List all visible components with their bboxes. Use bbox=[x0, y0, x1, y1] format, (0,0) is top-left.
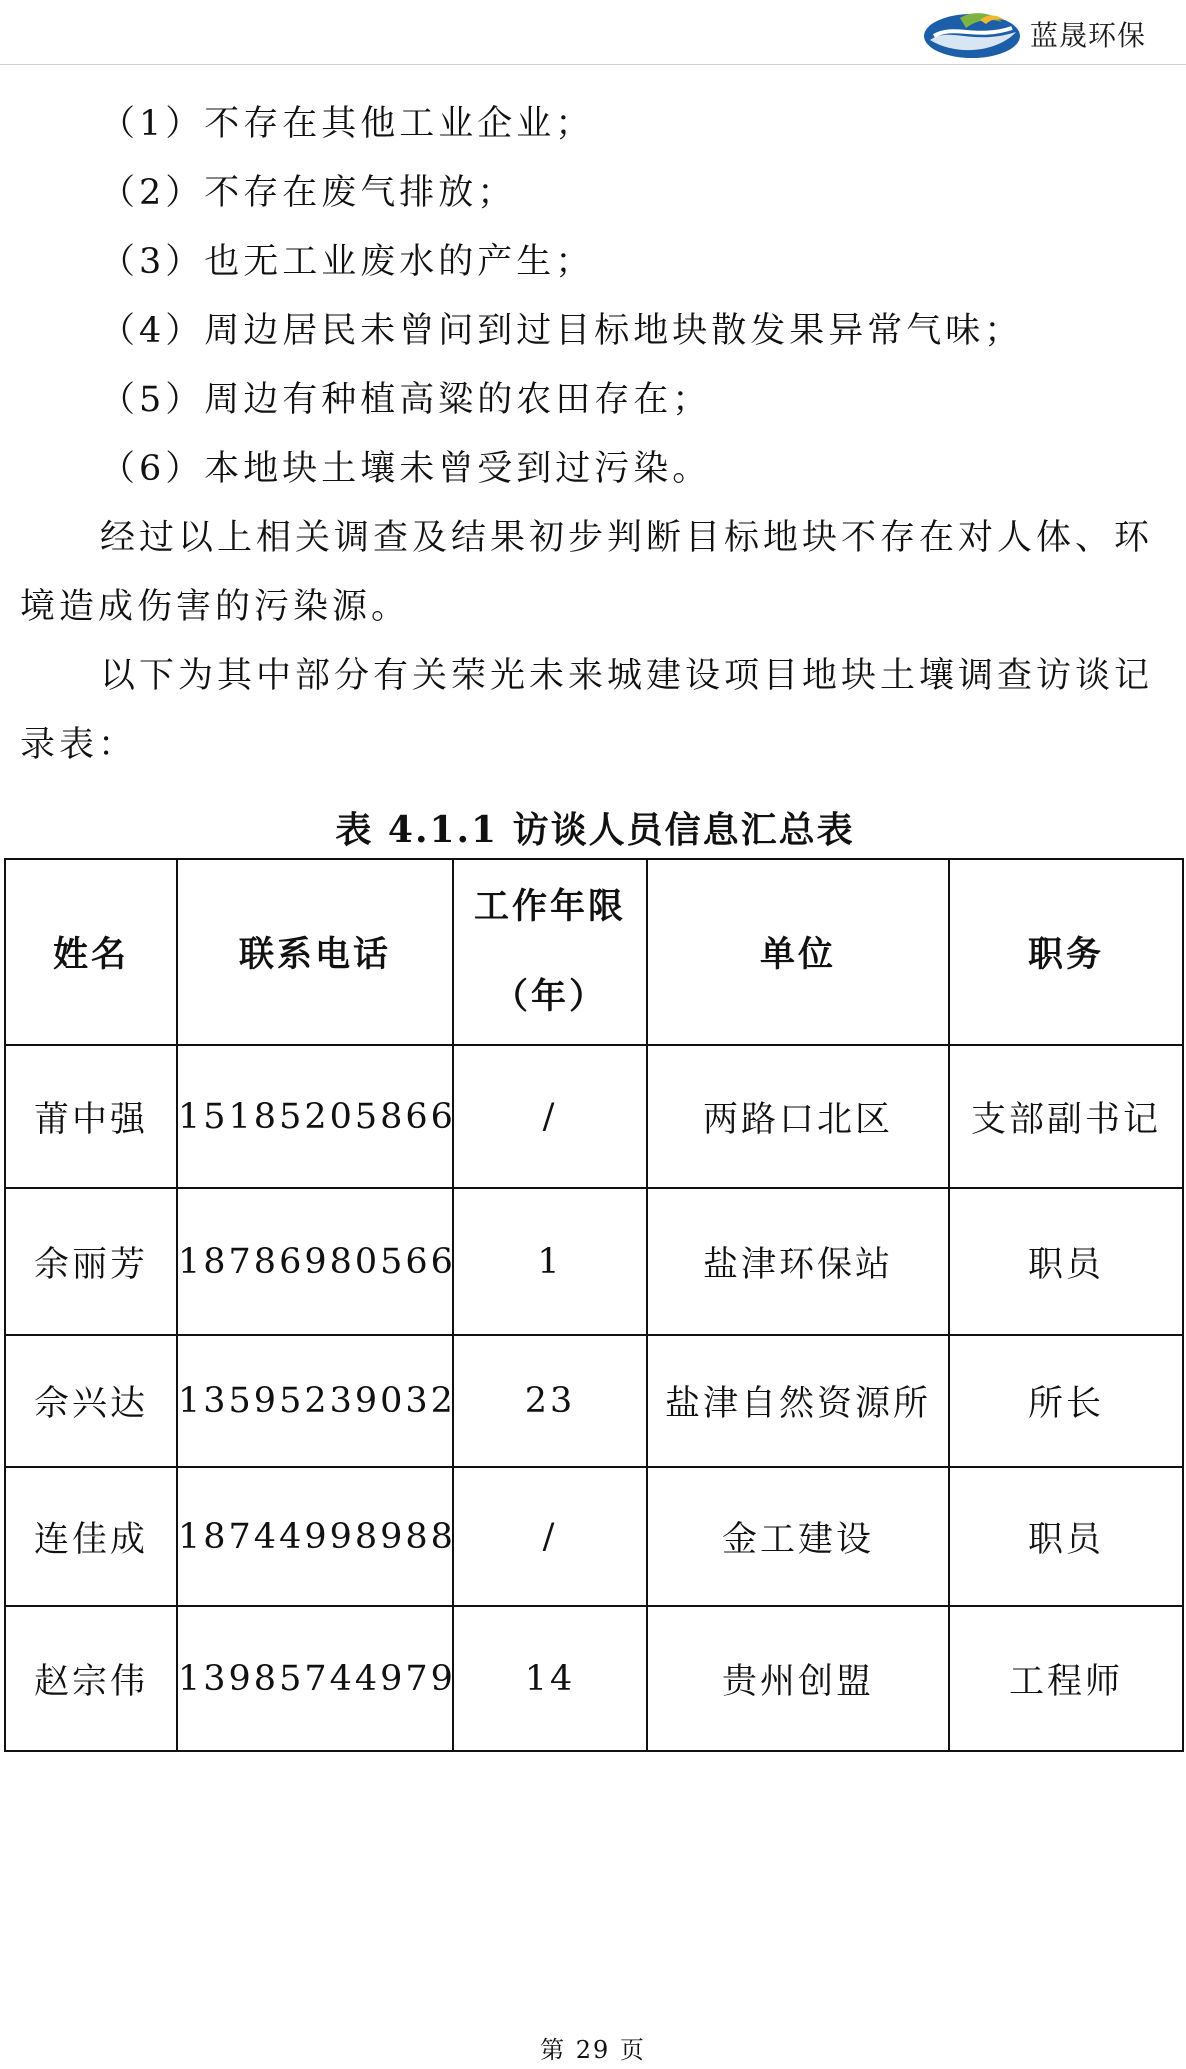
body-text bbox=[20, 90, 1170, 862]
cell-years: 14 bbox=[453, 1606, 647, 1751]
lansheng-logo-icon bbox=[920, 6, 1024, 62]
conclusion-paragraph: 经过以上相关调查及结果初步判断目标地块不存在对人体、环境造成伤害的污染源。 bbox=[20, 518, 1154, 627]
page-header bbox=[920, 6, 1146, 62]
table-row bbox=[5, 1335, 1183, 1467]
table-header-row bbox=[5, 859, 1183, 1045]
list-item: （4）周边居民未曾问到过目标地块散发果异常气味； bbox=[100, 311, 1024, 351]
cell-position: 所长 bbox=[949, 1335, 1183, 1467]
cell-years: 23 bbox=[453, 1335, 647, 1467]
list-item: （6）本地块土壤未曾受到过污染。 bbox=[100, 449, 712, 489]
list-item: （5）周边有种植高粱的农田存在； bbox=[100, 380, 712, 420]
table-row bbox=[5, 1467, 1183, 1606]
interviewee-table bbox=[4, 858, 1184, 1752]
cell-name: 余丽芳 bbox=[5, 1188, 177, 1335]
cell-position: 职员 bbox=[949, 1467, 1183, 1606]
list-item: （1）不存在其他工业企业； bbox=[100, 104, 595, 144]
header-years-line2: （年） bbox=[492, 976, 607, 1017]
header-phone: 联系电话 bbox=[177, 859, 453, 1045]
table-row bbox=[5, 1188, 1183, 1335]
cell-years: 1 bbox=[453, 1188, 647, 1335]
cell-phone: 18786980566 bbox=[177, 1188, 453, 1335]
list-item: （2）不存在废气排放； bbox=[100, 173, 517, 213]
cell-phone: 13595239032 bbox=[177, 1335, 453, 1467]
header-position: 职务 bbox=[949, 859, 1183, 1045]
cell-position: 工程师 bbox=[949, 1606, 1183, 1751]
cell-years: / bbox=[453, 1045, 647, 1188]
cell-phone: 13985744979 bbox=[177, 1606, 453, 1751]
list-item: （3）也无工业废水的产生； bbox=[100, 242, 595, 282]
cell-name: 莆中强 bbox=[5, 1045, 177, 1188]
cell-name: 赵宗伟 bbox=[5, 1606, 177, 1751]
header-years bbox=[453, 859, 647, 1045]
cell-unit: 金工建设 bbox=[647, 1467, 949, 1606]
cell-unit: 盐津环保站 bbox=[647, 1188, 949, 1335]
cell-position: 支部副书记 bbox=[949, 1045, 1183, 1188]
header-name: 姓名 bbox=[5, 859, 177, 1045]
brand-name: 蓝晟环保 bbox=[1029, 19, 1146, 52]
table-row bbox=[5, 1045, 1183, 1188]
header-years-line1: 工作年限 bbox=[473, 886, 626, 927]
page-number: 第 29 页 bbox=[540, 2036, 646, 2064]
table-caption: 表 4.1.1 访谈人员信息汇总表 bbox=[335, 809, 855, 851]
intro-paragraph: 以下为其中部分有关荣光未来城建设项目地块土壤调查访谈记录表： bbox=[20, 656, 1154, 765]
cell-name: 连佳成 bbox=[5, 1467, 177, 1606]
header-unit: 单位 bbox=[647, 859, 949, 1045]
cell-phone: 18744998988 bbox=[177, 1467, 453, 1606]
header-divider bbox=[0, 64, 1186, 65]
cell-years: / bbox=[453, 1467, 647, 1606]
cell-phone: 15185205866 bbox=[177, 1045, 453, 1188]
cell-unit: 两路口北区 bbox=[647, 1045, 949, 1188]
cell-name: 佘兴达 bbox=[5, 1335, 177, 1467]
cell-unit: 盐津自然资源所 bbox=[647, 1335, 949, 1467]
cell-unit: 贵州创盟 bbox=[647, 1606, 949, 1751]
cell-position: 职员 bbox=[949, 1188, 1183, 1335]
table-row bbox=[5, 1606, 1183, 1751]
